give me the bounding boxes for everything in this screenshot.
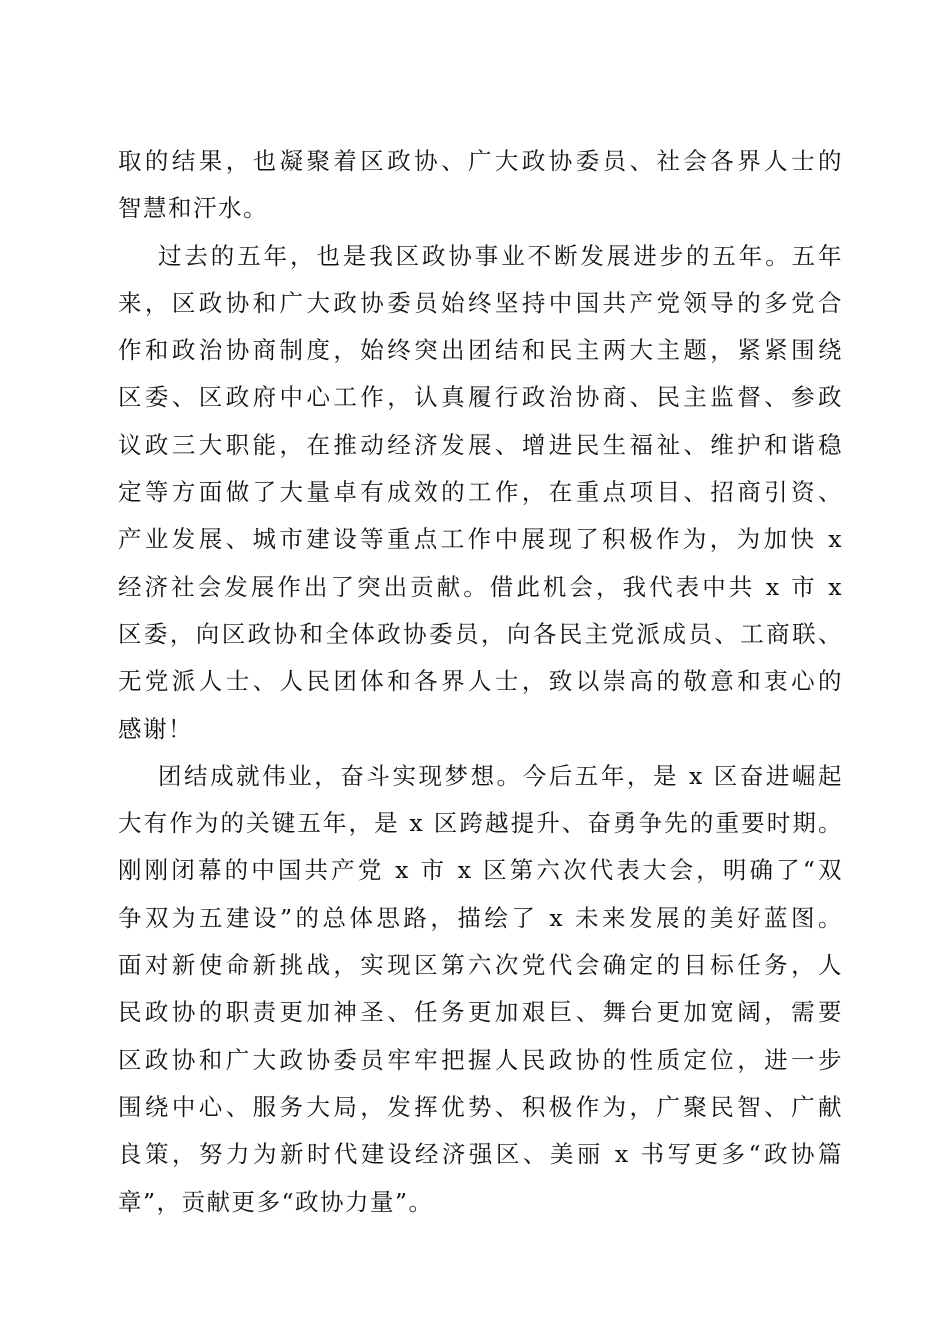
paragraph-1 bbox=[118, 138, 843, 233]
body-text bbox=[118, 138, 843, 1226]
text-line: 区委，向区政协和全体政协委员，向各民主党派成员、工商联、 bbox=[118, 619, 843, 648]
text-line: 感谢！ bbox=[118, 714, 193, 743]
text-line: 智慧和汗水。 bbox=[118, 194, 268, 223]
text-line: 区政协和广大政协委员牢牢把握人民政协的性质定位，进一步 bbox=[118, 1045, 843, 1074]
text-line: 良策，努力为新时代建设经济强区、美丽 x 书写更多“政协篇 bbox=[118, 1140, 843, 1169]
text-line: 区委、区政府中心工作，认真履行政治协商、民主监督、参政 bbox=[118, 383, 843, 412]
text-line: 议政三大职能，在推动经济发展、增进民生福祉、维护和谐稳 bbox=[118, 430, 843, 459]
text-line: 面对新使命新挑战，实现区第六次党代会确定的目标任务，人 bbox=[118, 951, 843, 980]
text-line: 产业发展、城市建设等重点工作中展现了积极作为，为加快 x bbox=[118, 525, 843, 554]
text-line: 无党派人士、人民团体和各界人士，致以崇高的敬意和衷心的 bbox=[118, 667, 843, 696]
text-line: 大有作为的关键五年，是 x 区跨越提升、奋勇争先的重要时期。 bbox=[118, 809, 843, 838]
text-line: 来，区政协和广大政协委员始终坚持中国共产党领导的多党合 bbox=[118, 288, 843, 317]
text-line: 作和政治协商制度，始终突出团结和民主两大主题，紧紧围绕 bbox=[118, 336, 843, 365]
text-line: 团结成就伟业，奋斗实现梦想。今后五年，是 x 区奋进崛起 bbox=[158, 761, 843, 790]
text-line: 章”，贡献更多“政协力量”。 bbox=[118, 1187, 434, 1216]
text-line: 争双为五建设”的总体思路，描绘了 x 未来发展的美好蓝图。 bbox=[118, 903, 843, 932]
paragraph-2 bbox=[118, 233, 843, 753]
paragraph-3 bbox=[118, 753, 843, 1226]
text-line: 过去的五年，也是我区政协事业不断发展进步的五年。五年 bbox=[158, 241, 843, 270]
text-line: 刚刚闭幕的中国共产党 x 市 x 区第六次代表大会，明确了“双 bbox=[118, 856, 843, 885]
text-line: 民政协的职责更加神圣、任务更加艰巨、舞台更加宽阔，需要 bbox=[118, 998, 843, 1027]
text-line: 取的结果，也凝聚着区政协、广大政协委员、社会各界人士的 bbox=[118, 147, 843, 175]
text-line: 经济社会发展作出了突出贡献。借此机会，我代表中共 x 市 x bbox=[118, 572, 843, 601]
text-line: 定等方面做了大量卓有成效的工作，在重点项目、招商引资、 bbox=[118, 478, 843, 507]
text-line: 围绕中心、服务大局，发挥优势、积极作为，广聚民智、广献 bbox=[118, 1092, 843, 1121]
